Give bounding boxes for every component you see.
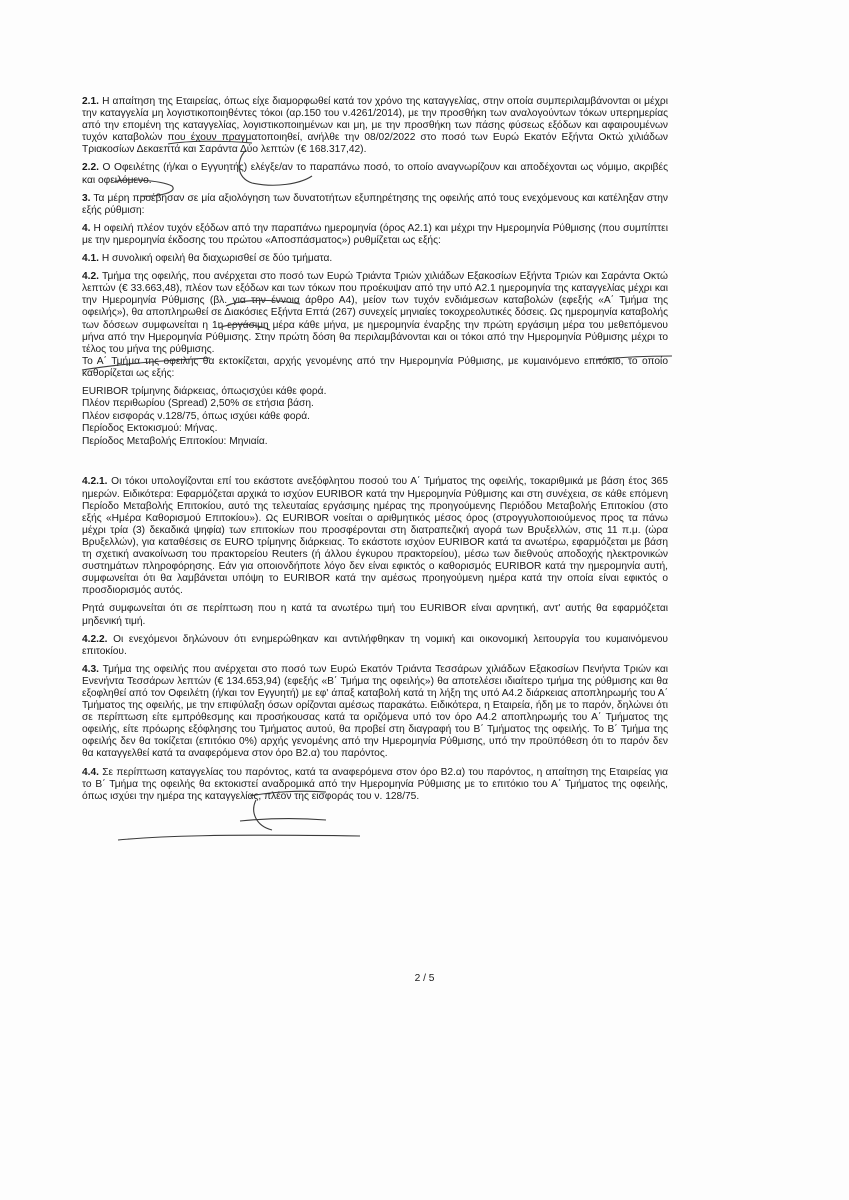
paragraph-text: Τμήμα της οφειλής, που ανέρχεται στο ποσό των Ευρώ Τριάντα Τριών χιλιάδων Εξακοσίων Εξήντα Τριών και Σαράντα Οκτώ λεπτών (€ 33.663,48), πλέον των εξόδων και των τόκων που προέκυψαν από την υπό Α2.1 ημερομηνία της καταγγελίας μέχρι και την Ημερομηνία Ρύθμισης (βλ. για την έννοια άρθρο Α4), μείον των τυχόν ενδιάμεσων καταβολών (εφεξής «Α΄ Τμήμα της οφειλής»), θα αποπληρωθεί σε Διακόσιες Εξήντα Επτά (267) συνεχείς μηνιαίες τοκοχρεολυτικές δόσεις. Ως ημερομηνία καταβολής των δόσεων συμφωνείται η 1η εργάσιμη μέρα κάθε μήνα, με ημερομηνία έναρξης την πρώτη εργάσιμη μέρα του μεθεπόμενου μήνα από την Ημερομηνία Ρύθμισης. Στην πρώτη δόση θα περιλαμβάνονται και οι τόκοι από την Ημερομηνία Ρύθμισης μέχρι το τέλος του μήνα της ρύθμισης. <box>82 271 668 355</box>
paragraph-number: 2.1. <box>82 96 99 107</box>
paragraph-4-1 <box>82 253 668 265</box>
list-item: Περίοδος Εκτοκισμού: Μήνας. <box>82 423 218 435</box>
paragraph-4-2-2 <box>82 634 668 658</box>
paragraph-text: Η συνολική οφειλή θα διαχωρισθεί σε δύο τμήματα. <box>99 253 333 265</box>
page-number: 2 / 5 <box>414 973 435 984</box>
underline-mark <box>118 835 360 840</box>
document-body <box>82 96 668 809</box>
paragraph-text: Σε περίπτωση καταγγελίας του παρόντος, κατά τα αναφερόμενα στον όρο Β2.α) του παρόντος, η απαίτηση της Εταιρείας για το Β΄ Τμήμα της οφειλής θα εκτοκιστεί αναδρομικά από την Ημερομηνία Ρύθμισης με το επιτόκιο του Α΄ Τμήματος της οφειλής, όπως ισχύει την ημέρα της καταγγελίας, πλέον της εισφοράς του ν. 128/75. <box>82 766 668 802</box>
paragraph-4-4 <box>82 767 668 803</box>
paragraph-2-1 <box>82 96 668 156</box>
list-item: Πλέον εισφοράς ν.128/75, όπως ισχύει κάθε φορά. <box>82 410 311 422</box>
paragraph-text: Οι τόκοι υπολογίζονται επί του εκάστοτε ανεξόφλητου ποσού του Α΄ Τμήματος της οφειλής, τοκαριθμικά με βάση έτος 365 ημερών. Ειδικότερα: Εφαρμόζεται αρχικά το ισχύον EURIBOR κατά την Ημερομηνία Ρύθμισης και στη συνέχεια, σε κάθε επόμενη Περίοδο Μεταβολής Επιτοκίου, αυτό της τελευταίας εργάσιμης ημέρας της προηγούμενης Περιόδου Μεταβολής Επιτοκίου (στο εξής «Ημέρα Καθορισμού Επιτοκίου»). Ως EURIBOR νοείται ο αριθμητικός μέσος όρος (στρογγυλοποιούμενος προς τα πάνω μέχρι τρία (3) δεκαδικά ψηφία) των επιτοκίων που προσφέρονται στη διατραπεζική αγορά των Βρυξελλών, στις 11 π.μ. (ώρα Βρυξελλών), για καταθέσεις σε EURO τρίμηνης διάρκειας. Το εκάστοτε ισχύον EURIBOR κατά τα ανωτέρω, εφαρμόζεται με βάση τη σχετική ανακοίνωση του πρακτορείου Reuters (ή άλλου έγκυρου πρακτορείου), μέσω των διεθνούς αποδοχής ηλεκτρονικών συστημάτων πληροφόρησης. Εάν για οποιονδήποτε λόγο δεν είναι εφικτός ο καθορισμός EURIBOR κατά την ημερομηνία αυτή, συμφωνείται ότι θα λαμβάνεται υπόψη το EURIBOR κατά την αμέσως προηγούμενη ημέρα κατά την οποία είναι εφικτός ο προσδιορισμός αυτός. <box>82 476 668 597</box>
paragraph-4 <box>82 223 668 247</box>
paragraph-text: Τα μέρη προέβησαν σε μία αξιολόγηση των δυνατοτήτων εξυπηρέτησης της οφειλής από τους ενεχόμενους και κατέληξαν στην εξής ρύθμιση: <box>82 192 668 216</box>
paragraph-negative-euribor: Ρητά συμφωνείται ότι σε περίπτωση που η κατά τα ανωτέρω τιμή του EURIBOR είναι αρνητική, αντ' αυτής θα εφαρμόζεται μηδενική τιμή. <box>82 603 668 627</box>
paragraph-text: Ο Οφειλέτης (ή/και ο Εγγυητής) ελέγξε/αν το παραπάνω ποσό, το οποίο αναγνωρίζουν και αποδέχονται ως νόμιμο, ακριβές και οφειλόμενο. <box>82 162 668 186</box>
list-item: Πλέον περιθωρίου (Spread) 2,50% σε ετήσια βάση. <box>82 398 314 410</box>
paragraph-number: 4.2.1. <box>82 476 108 488</box>
paragraph-number: 4.4. <box>82 766 99 778</box>
paragraph-number: 4.2.2. <box>82 633 108 645</box>
paragraph-number: 4.2. <box>82 271 99 283</box>
paragraph-number: 4.1. <box>82 253 99 265</box>
paragraph-number: 3. <box>82 192 91 204</box>
paragraph-4-2 <box>82 271 668 356</box>
paragraph-text: Τμήμα της οφειλής που ανέρχεται στο ποσό των Ευρώ Εκατόν Τριάντα Τεσσάρων χιλιάδων Εξακοσίων Πενήντα Τριών και Ενενήντα Τεσσάρων λεπτών (€ 134.653,94) (εφεξής «Β΄ Τμήμα της οφειλής») θα αποτελέσει ιδιαίτερο τμήμα της ρύθμισης και θα εξοφληθεί από τον Οφειλέτη (ή/και τον Εγγυητή) με εφ' άπαξ καταβολή κατά τη λήξη της υπό Α4.2 διάρκειας αποπληρωμής του Α΄ Τμήματος της οφειλής, με την επιφύλαξη όσων ορίζονται αμέσως παρακάτω. Ειδικότερα, η Εταιρεία, ήδη με το παρόν, δηλώνει ότι σε περίπτωση είτε εμπρόθεσμης και προσήκουσας κατά τα οριζόμενα υπό τον όρο Α4.2 αποπληρωμής του Α΄ Τμήματος της οφειλής, είτε πρόωρης εξόφλησης του Τμήματος αυτού, θα προβεί στη διαγραφή του Β΄ Τμήματος της οφειλής. Το Β΄ Τμήμα της οφειλής δεν θα τοκίζεται (επιτόκιο 0%) αρχής γενομένης από την Ημερομηνία Ρύθμισης, υπό την προϋπόθεση ότι το παρόν δεν θα καταγγελθεί κατά τα αναφερόμενα στον όρο Β2.α) του παρόντος. <box>82 663 668 760</box>
spacer <box>82 456 668 476</box>
paragraph-3 <box>82 193 668 217</box>
paragraph-text: Η οφειλή πλέον τυχόν εξόδων από την παραπάνω ημερομηνία (όρος Α2.1) και μέχρι την Ημερομηνία Ρύθμισης (που συμπίπτει με την ημερομηνία έκδοσης του πρώτου «Αποσπάσματος») ρυθμίζεται ως εξής: <box>82 222 668 246</box>
paragraph-text: Η απαίτηση της Εταιρείας, όπως είχε διαμορφωθεί κατά τον χρόνο της καταγγελίας, στην οποία συμπεριλαμβάνονται οι μέχρι την καταγγελία μη λογιστικοποιηθέντες τόκοι (αρ.150 του ν.4261/2014), με την προσθήκη των αναλογούντων τόκων υπερημερίας από την επομένη της καταγγελίας, λογιστικοποιημένων και μη, με την προσθήκη των πάσης φύσεως εξόδων και αφαιρουμένων τυχόν καταβολών που έχουν πραγματοποιηθεί, ανήλθε την 08/02/2022 στο ποσό των Ευρώ Εκατόν Εξήντα Οκτώ χιλιάδων Τριακοσίων Δεκαεπτά και Σαράντα Δύο λεπτών (€ 168.317,42). <box>82 96 668 156</box>
paragraph-4-2-rate-intro: Το Α΄ Τμήμα της οφειλής θα εκτοκίζεται, αρχής γενομένης από την Ημερομηνία Ρύθμισης, με κυμαινόμενο επιτόκιο, το οποίο καθορίζεται ως εξής: <box>82 355 668 379</box>
paragraph-2-2 <box>82 162 668 186</box>
paragraph-4-3 <box>82 664 668 761</box>
rate-terms-list <box>82 386 668 449</box>
list-item: Περίοδος Μεταβολής Επιτοκίου: Μηνιαία. <box>82 435 268 447</box>
paragraph-number: 2.2. <box>82 162 99 174</box>
paragraph-number: 4.3. <box>82 663 99 675</box>
paragraph-text: Οι ενεχόμενοι δηλώνουν ότι ενημερώθηκαν και αντιλήφθηκαν τη νομική και οικονομική λειτουργία του κυμαινόμενου επιτοκίου. <box>82 633 668 657</box>
paragraph-4-2-1 <box>82 476 668 597</box>
underline-mark <box>240 819 326 821</box>
list-item: EURIBOR τρίμηνης διάρκειας, όπωςισχύει κάθε φορά. <box>82 385 327 397</box>
paragraph-number: 4. <box>82 222 91 234</box>
